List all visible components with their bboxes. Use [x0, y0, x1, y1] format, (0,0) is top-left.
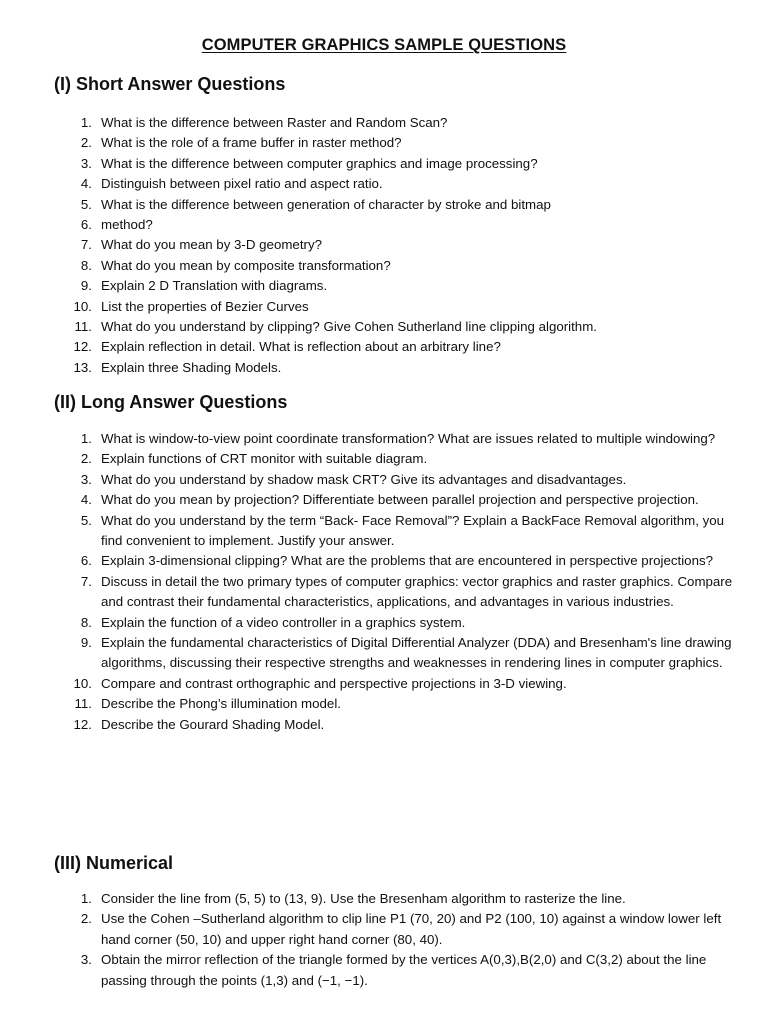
question-item [0, 429, 768, 449]
question-text: Consider the line from (5, 5) to (13, 9). Use the Bresenham algorithm to rasterize the line. [101, 891, 626, 906]
question-text: What do you mean by projection? Differentiate between parallel projection and perspective projection. [101, 492, 699, 508]
question-number: 3. [80, 155, 92, 171]
question-text: Explain three Shading Models. [101, 359, 282, 375]
question-item [0, 133, 768, 153]
question-item [0, 154, 768, 174]
question-item [0, 511, 768, 552]
question-item [0, 633, 768, 674]
question-item [0, 694, 768, 714]
question-item [0, 674, 768, 694]
question-item [0, 317, 768, 337]
question-text: Distinguish between pixel ratio and aspect ratio. [101, 176, 383, 192]
question-text: Compare and contrast orthographic and perspective projections in 3-D viewing. [101, 675, 567, 691]
question-text: Explain 2 D Translation with diagrams. [101, 278, 328, 294]
question-number: 2. [80, 911, 92, 927]
question-number: 7. [80, 237, 92, 253]
question-number: 10. [73, 298, 92, 314]
question-text: Discuss in detail the two primary types of computer graphics: vector graphics and raster graphics. Compare and contrast their fundamental characteristics, applications, and advantages in various industries. [101, 573, 733, 610]
question-item [0, 174, 768, 194]
question-text: What do you understand by the term “Back- Face Removal”? Explain a BackFace Removal algorithm, you find convenient to implement. Justify your answer. [101, 512, 725, 549]
question-number: 12. [73, 716, 92, 732]
question-number: 4. [80, 176, 92, 192]
question-text: List the properties of Bezier Curves [101, 298, 309, 314]
question-item [0, 113, 768, 133]
question-text: What do you understand by clipping? Give Cohen Sutherland line clipping algorithm. [101, 319, 597, 335]
question-item [0, 297, 768, 317]
section-heading-numerical: (III) Numerical [54, 853, 174, 873]
question-text: Explain functions of CRT monitor with suitable diagram. [101, 451, 428, 467]
question-item [0, 909, 768, 950]
question-number: 2. [80, 451, 92, 467]
question-text: Explain the function of a video controller in a graphics system. [101, 614, 466, 630]
section-heading-short-answer: (I) Short Answer Questions [54, 74, 286, 94]
question-number: 3. [80, 471, 92, 487]
question-number: 11. [74, 696, 92, 712]
question-number: 10. [73, 675, 92, 691]
question-text: Obtain the mirror reflection of the triangle formed by the vertices A(0,3),B(2,0) and C(3,2) about the line passing through the points (1,3) and (−1, −1). [101, 952, 707, 988]
question-item [0, 449, 768, 469]
question-number: 11. [74, 319, 92, 335]
question-item [0, 613, 768, 633]
question-item [0, 551, 768, 571]
question-number: 2. [80, 135, 92, 151]
question-item [0, 715, 768, 735]
question-text: What do you mean by 3-D geometry? [101, 237, 322, 253]
question-item [0, 256, 768, 276]
question-number: 8. [80, 614, 92, 630]
question-item [0, 235, 768, 255]
question-text: Explain 3-dimensional clipping? What are the problems that are encountered in perspective projections? [101, 553, 714, 569]
question-text: What is the difference between generation of character by stroke and bitmap [101, 196, 551, 212]
long-answer-question-list [0, 429, 768, 735]
question-item [0, 276, 768, 296]
question-text: Explain the fundamental characteristics of Digital Differential Analyzer (DDA) and Bresenham's line drawing algorithms, discussing their respective strengths and weaknesses in rendering lines in computer graphics. [101, 635, 732, 671]
question-text: What is the difference between computer graphics and image processing? [101, 155, 538, 171]
question-text: Use the Cohen –Sutherland algorithm to clip line P1 (70, 20) and P2 (100, 10) against a window lower left hand corner (50, 10) and upper right hand corner (80, 40). [101, 911, 722, 947]
question-number: 12. [73, 339, 92, 355]
question-text: What is the difference between Raster and Random Scan? [101, 115, 448, 130]
question-number: 13. [73, 359, 92, 375]
question-number: 6. [80, 553, 92, 569]
question-item [0, 195, 768, 215]
question-item [0, 358, 768, 378]
question-number: 3. [80, 952, 92, 968]
question-number: 5. [80, 512, 92, 528]
question-number: 8. [80, 257, 92, 273]
question-number: 9. [80, 278, 92, 294]
question-text: What is window-to-view point coordinate transformation? What are issues related to multiple windowing? [101, 431, 716, 446]
question-number: 6. [80, 217, 92, 233]
question-item [0, 215, 768, 235]
question-text: What do you mean by composite transformation? [101, 257, 391, 273]
question-number: 9. [80, 635, 92, 651]
question-text: method? [101, 217, 153, 233]
question-item [0, 950, 768, 991]
question-text: What is the role of a frame buffer in raster method? [101, 135, 402, 151]
question-number: 1. [80, 891, 92, 906]
question-item [0, 337, 768, 357]
question-number: 1. [80, 431, 92, 446]
document-title: COMPUTER GRAPHICS SAMPLE QUESTIONS [201, 36, 567, 54]
question-item [0, 889, 768, 909]
question-item [0, 490, 768, 510]
question-number: 4. [80, 492, 92, 508]
question-number: 5. [80, 196, 92, 212]
question-number: 7. [80, 573, 92, 589]
question-number: 1. [80, 115, 92, 130]
question-text: Explain reflection in detail. What is reflection about an arbitrary line? [101, 339, 501, 355]
question-text: What do you understand by shadow mask CRT? Give its advantages and disadvantages. [101, 471, 627, 487]
section-heading-long-answer: (II) Long Answer Questions [54, 392, 288, 412]
question-text: Describe the Gourard Shading Model. [101, 716, 325, 732]
question-item [0, 470, 768, 490]
numerical-question-list [0, 889, 768, 991]
question-item [0, 572, 768, 613]
short-answer-question-list [0, 113, 768, 378]
question-text: Describe the Phong’s illumination model. [101, 696, 341, 712]
